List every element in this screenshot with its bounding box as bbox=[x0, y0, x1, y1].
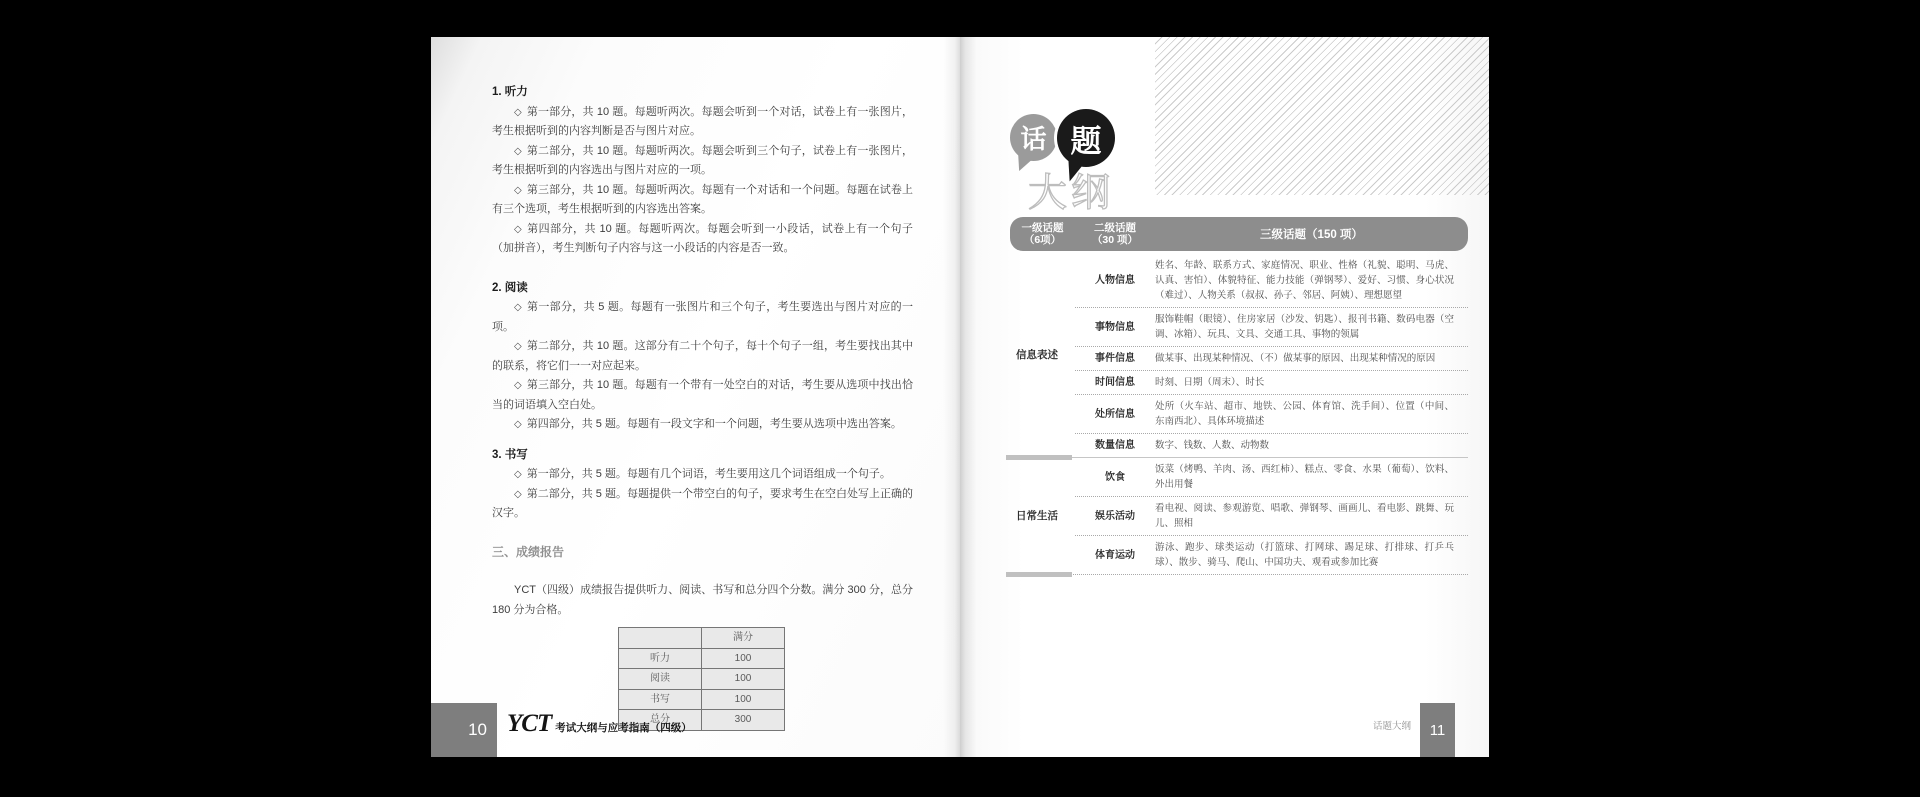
section-heading-writing: 3. 书写 bbox=[492, 448, 528, 461]
score-table-empty-cell bbox=[619, 628, 702, 649]
topic-table bbox=[1010, 254, 1468, 575]
topic-label: 处所信息 bbox=[1095, 408, 1135, 420]
table-row bbox=[619, 669, 785, 690]
table-row bbox=[1075, 394, 1468, 433]
header-col-level1-line1: 一级话题 bbox=[1021, 221, 1064, 234]
group-label: 日常生活 bbox=[1016, 509, 1058, 522]
page-left bbox=[431, 37, 960, 757]
diamond-bullet-icon: ◇ bbox=[514, 341, 522, 352]
score-row-label: 书写 bbox=[619, 689, 702, 710]
yct-logo: YCT bbox=[507, 710, 552, 737]
topic-content: 饭菜（烤鸭、羊肉、汤、西红柿）、糕点、零食、水果（葡萄）、饮料、外出用餐 bbox=[1155, 464, 1454, 490]
topic-label: 人物信息 bbox=[1095, 275, 1135, 286]
writing-item-text: 第一部分，共 5 题。每题有几个词语，考生要用这几个词语组成一个句子。 bbox=[526, 468, 891, 480]
reading-item-text: 第三部分，共 10 题。每题有一个带有一处空白的对话，考生要从选项中找出恰当的词语填入空白处。 bbox=[492, 379, 913, 411]
page-number: 11 bbox=[1429, 721, 1446, 739]
score-row-value: 100 bbox=[702, 648, 785, 669]
left-page-content bbox=[492, 83, 913, 731]
diamond-bullet-icon: ◇ bbox=[514, 488, 522, 500]
diamond-bullet-icon: ◇ bbox=[514, 184, 522, 196]
writing-item bbox=[492, 485, 913, 524]
reading-item bbox=[492, 337, 913, 376]
topic-label: 事物信息 bbox=[1095, 321, 1135, 333]
listening-item bbox=[492, 142, 913, 181]
listening-item bbox=[492, 220, 913, 259]
footer-section-label: 话题大纲 bbox=[1373, 721, 1412, 732]
page-number: 10 bbox=[468, 720, 487, 739]
table-row bbox=[1075, 458, 1468, 496]
listening-item-text: 第四部分，共 10 题。每题听两次。每题会听到一小段话，试卷上有一个句子（加拼音），考生判断句子内容与这一小段话的内容是否一致。 bbox=[492, 222, 913, 254]
topic-group-daily-life bbox=[1010, 458, 1468, 575]
section-heading-listening: 1. 听力 bbox=[492, 86, 528, 98]
diamond-bullet-icon: ◇ bbox=[514, 223, 523, 235]
diamond-bullet-icon: ◇ bbox=[514, 106, 522, 118]
listening-item bbox=[492, 103, 913, 142]
group-rows bbox=[1075, 458, 1468, 574]
diamond-bullet-icon: ◇ bbox=[514, 419, 522, 430]
score-row-value: 100 bbox=[702, 669, 785, 690]
table-row bbox=[1075, 254, 1468, 307]
header-col-level2-line2: （30 项） bbox=[1091, 234, 1139, 246]
speech-bubble-icon bbox=[1057, 109, 1115, 167]
topic-label: 事件信息 bbox=[1095, 353, 1135, 364]
left-page-footer bbox=[507, 711, 692, 736]
table-row bbox=[619, 689, 785, 710]
table-row bbox=[1075, 496, 1468, 535]
table-row bbox=[1075, 370, 1468, 394]
topic-group-information bbox=[1010, 254, 1468, 458]
reading-item bbox=[492, 376, 913, 415]
score-row-label: 总分 bbox=[619, 710, 702, 731]
reading-item bbox=[492, 415, 913, 435]
topic-content: 做某事、出现某种情况、（不）做某事的原因、出现某种情况的原因 bbox=[1155, 353, 1436, 364]
book-spread bbox=[431, 37, 1489, 757]
writing-item bbox=[492, 465, 913, 485]
topic-content: 看电视、阅读、参观游览、唱歌、弹钢琴、画画儿、看电影、跳舞、玩儿、照相 bbox=[1155, 503, 1454, 529]
score-table-header-cell: 满分 bbox=[702, 628, 785, 649]
table-row bbox=[1075, 346, 1468, 370]
topic-label: 体育运动 bbox=[1095, 549, 1135, 561]
score-row-value: 100 bbox=[702, 689, 785, 710]
topic-content: 时刻、日期（周末）、时长 bbox=[1155, 377, 1265, 388]
page-number-box-right bbox=[1420, 703, 1455, 757]
topic-label: 时间信息 bbox=[1095, 377, 1135, 388]
topic-label: 娱乐活动 bbox=[1095, 510, 1135, 522]
topic-content: 处所（火车站、超市、地铁、公园、体育馆、洗手间）、位置（中间、东南西北）、具体环境描述 bbox=[1155, 401, 1454, 427]
table-row bbox=[619, 648, 785, 669]
group-rows bbox=[1075, 254, 1468, 457]
topic-content: 游泳、跑步、球类运动（打篮球、打网球、踢足球、打排球、打乒乓球）、散步、骑马、爬山、中国功夫、观看或参加比赛 bbox=[1155, 542, 1454, 568]
bubble-char-2: 题 bbox=[1070, 123, 1102, 159]
page-number-box-left bbox=[431, 703, 497, 757]
listening-item-text: 第三部分，共 10 题。每题听两次。每题有一个对话和一个问题。每题在试卷上有三个选项，考生根据听到的内容选出答案。 bbox=[492, 183, 913, 215]
group-label: 信息表述 bbox=[1016, 349, 1058, 361]
topic-table-header-bar bbox=[1010, 217, 1468, 251]
header-col-level1 bbox=[1010, 222, 1075, 247]
reading-item bbox=[492, 298, 913, 337]
score-report-body: YCT（四级）成绩报告提供听力、阅读、书写和总分四个分数。满分 300 分，总分 180 分为合格。 bbox=[492, 584, 913, 616]
topic-content: 数字、钱数、人数、动物数 bbox=[1155, 440, 1270, 451]
topic-content: 姓名、年龄、联系方式、家庭情况、职业、性格（礼貌、聪明、马虎、认真、害怕）、体貌特征、能力技能（弹钢琴）、爱好、习惯、身心状况（难过）、人物关系（叔叔、孙子、邻居、阿姨）、理想愿望 bbox=[1155, 260, 1454, 301]
score-row-label: 听力 bbox=[619, 648, 702, 669]
diagonal-hatch-decoration bbox=[1155, 37, 1489, 195]
table-row bbox=[1075, 433, 1468, 457]
topic-label: 饮食 bbox=[1105, 471, 1125, 483]
listening-item-text: 第一部分，共 10 题。每题听两次。每题会听到一个对话，试卷上有一张图片，考生根据听到的内容判断是否与图片对应。 bbox=[492, 105, 913, 137]
bubble-char-1: 话 bbox=[1020, 124, 1047, 154]
header-col-level1-line2: （6项） bbox=[1023, 234, 1062, 246]
section-heading-reading: 2. 阅读 bbox=[492, 281, 528, 294]
listening-item bbox=[492, 181, 913, 220]
table-row bbox=[1075, 535, 1468, 574]
reading-item-text: 第一部分，共 5 题。每题有一张图片和三个句子，考生要选出与图片对应的一项。 bbox=[492, 301, 913, 333]
topic-content: 服饰鞋帽（眼镜）、住房家居（沙发、钥匙）、报刊书籍、数码电器（空调、冰箱）、玩具、文具、交通工具、事物的领属 bbox=[1155, 314, 1454, 340]
diamond-bullet-icon: ◇ bbox=[514, 380, 522, 391]
header-col-level3: 三级话题（150 项） bbox=[1260, 229, 1363, 241]
score-row-value: 300 bbox=[702, 710, 785, 731]
header-col-level2 bbox=[1075, 222, 1155, 247]
diamond-bullet-icon: ◇ bbox=[514, 469, 522, 480]
chapter-subtitle-outline: 大纲 bbox=[1028, 172, 1115, 215]
table-row bbox=[1075, 307, 1468, 346]
reading-item-text: 第四部分，共 5 题。每题有一段文字和一个问题，考生要从选项中选出答案。 bbox=[526, 418, 902, 430]
listening-item-text: 第二部分，共 10 题。每题听两次。每题会听到三个句子，试卷上有一张图片，考生根据听到的内容选出与图片对应的一项。 bbox=[492, 144, 913, 176]
reading-item-text: 第二部分，共 10 题。这部分有二十个句子，每十个句子一组，考生要找出其中的联系，将它们一一对应起来。 bbox=[492, 340, 913, 372]
table-row bbox=[619, 628, 785, 649]
page-right bbox=[960, 37, 1489, 757]
book-title: 考试大纲与应考指南（四级） bbox=[555, 722, 692, 734]
writing-item-text: 第二部分，共 5 题。每题提供一个带空白的句子，要求考生在空白处写上正确的汉字。 bbox=[492, 487, 913, 519]
topic-label: 数量信息 bbox=[1095, 440, 1135, 451]
header-col-level2-line1: 二级话题 bbox=[1094, 221, 1136, 234]
score-row-label: 阅读 bbox=[619, 669, 702, 690]
diamond-bullet-icon: ◇ bbox=[514, 302, 523, 313]
score-report-heading: 三、成绩报告 bbox=[492, 544, 565, 559]
diamond-bullet-icon: ◇ bbox=[514, 145, 522, 157]
book-spine-shadow bbox=[943, 37, 977, 757]
speech-bubble-icon bbox=[1010, 114, 1057, 161]
